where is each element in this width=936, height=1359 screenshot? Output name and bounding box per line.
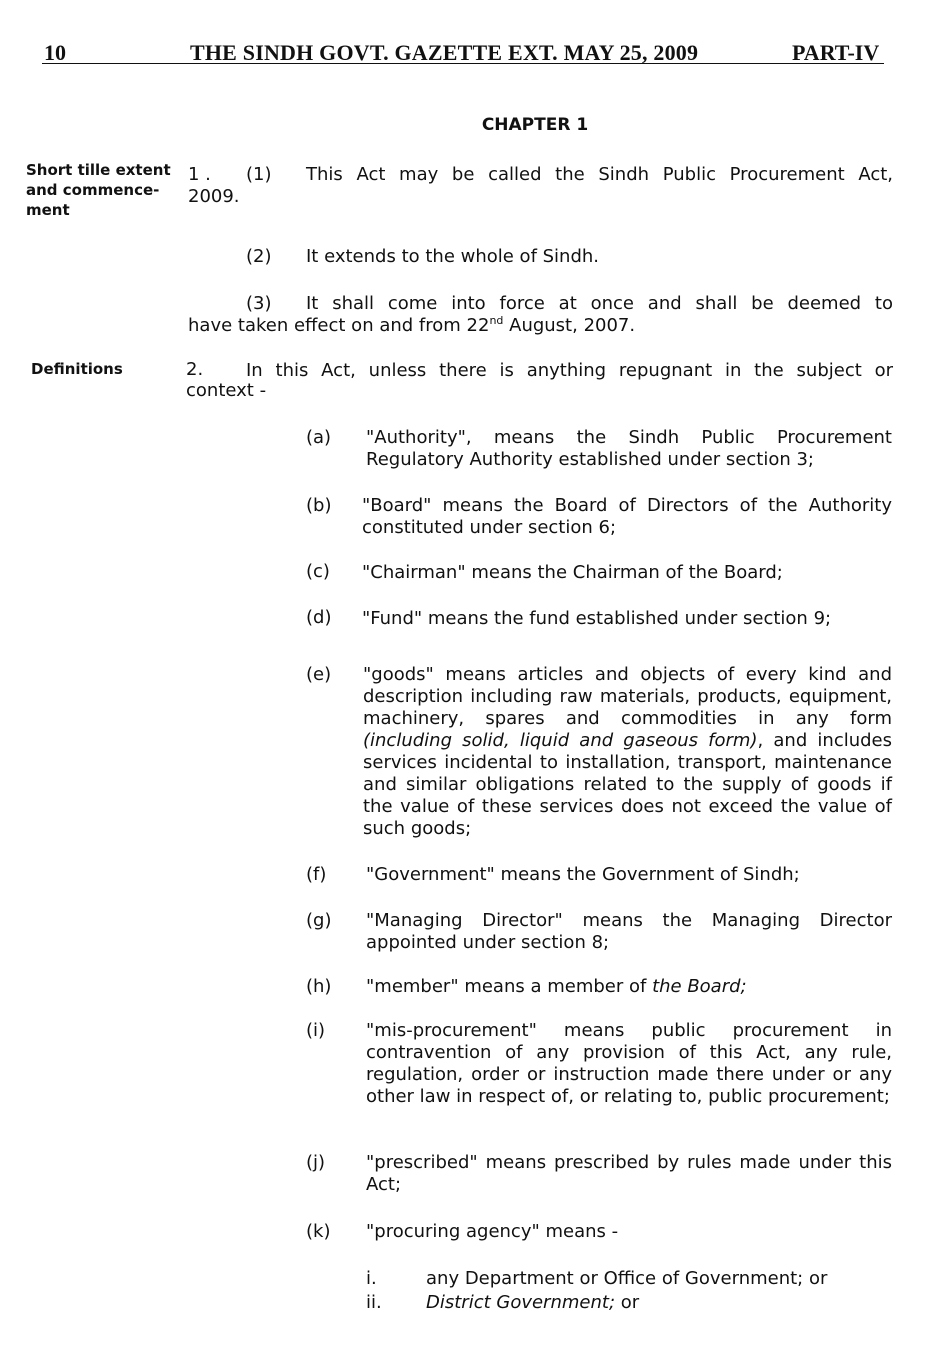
margin-line: Short tille extent	[26, 161, 171, 179]
definition-prescribed: "prescribed" means prescribed by rules made under this Act;	[366, 1152, 892, 1195]
margin-note-short-title	[26, 160, 176, 220]
subsection-2-text: It extends to the whole of Sindh.	[306, 246, 600, 267]
subsection-2-label: (2)	[246, 246, 272, 267]
definition-member: "member" means a member of the Board;	[366, 976, 747, 997]
section-2-number: 2.	[186, 359, 204, 380]
subitem-district-government: District Government; or	[426, 1292, 640, 1313]
definition-label-b: (b)	[306, 495, 332, 516]
subsection-3-text: It shall come into force at once and shall be deemed to	[306, 293, 893, 314]
definition-label-e: (e)	[306, 664, 332, 685]
chapter-heading: CHAPTER 1	[481, 115, 589, 135]
definition-authority: "Authority", means the Sindh Public Procurement Regulatory Authority established under section 3;	[366, 427, 892, 470]
section-1-number: 1 .	[188, 164, 211, 185]
section-2-intro: In this Act, unless there is anything repugnant in the subject or	[246, 360, 893, 381]
subsection-1-text-cont: 2009.	[188, 186, 240, 207]
margin-line: ment	[26, 201, 70, 219]
definition-label-h: (h)	[306, 976, 332, 997]
definition-label-d: (d)	[306, 607, 332, 628]
definition-board: "Board" means the Board of Directors of the Authority constituted under section 6;	[362, 495, 892, 538]
definition-mis-procurement: "mis-procurement" means public procurement in contravention of any provision of this Act, any rule, regulation, order or instruction made there under or any other law in respect of, or relating to, public procurement;	[366, 1020, 892, 1107]
header-rule	[42, 63, 884, 64]
definition-label-k: (k)	[306, 1221, 331, 1242]
subsection-3-text-cont: have taken effect on and from 22nd August, 2007.	[188, 314, 636, 336]
definition-label-c: (c)	[306, 561, 330, 582]
definition-label-j: (j)	[306, 1152, 326, 1173]
part-label: PART-IV	[792, 40, 880, 65]
margin-line: and commence-	[26, 181, 160, 199]
subsection-1-text: This Act may be called the Sindh Public Procurement Act,	[306, 164, 893, 185]
subsection-1-label: (1)	[246, 164, 272, 185]
definition-government: "Government" means the Government of Sindh;	[366, 864, 800, 885]
definition-fund: "Fund" means the fund established under section 9;	[362, 608, 832, 629]
definition-label-i: (i)	[306, 1020, 326, 1041]
definition-label-f: (f)	[306, 864, 327, 885]
gazette-title: THE SINDH GOVT. GAZETTE EXT. MAY 25, 2009	[190, 40, 699, 65]
page-number: 10	[44, 40, 66, 65]
subitem-department: any Department or Office of Government; or	[426, 1268, 828, 1289]
definition-chairman: "Chairman" means the Chairman of the Board;	[362, 562, 783, 583]
definition-goods: "goods" means articles and objects of every kind and description including raw materials, products, equipment, machinery, spares and commodities in any form (including solid, liquid and gaseous form), and includes services incidental to installation, transport, maintenance and similar obligations related to the supply of goods if the value of these services does not exceed the value of such goods;	[363, 664, 893, 839]
subitem-label-ii: ii.	[366, 1292, 382, 1313]
definition-label-g: (g)	[306, 910, 332, 931]
definition-label-a: (a)	[306, 427, 332, 448]
section-2-intro-cont: context -	[186, 380, 267, 401]
subitem-label-i: i.	[366, 1268, 377, 1289]
definition-procuring-agency: "procuring agency" means -	[366, 1221, 619, 1242]
definition-managing-director: "Managing Director" means the Managing Director appointed under section 8;	[366, 910, 892, 953]
margin-note-definitions: Definitions	[31, 360, 123, 378]
subsection-3-label: (3)	[246, 293, 272, 314]
